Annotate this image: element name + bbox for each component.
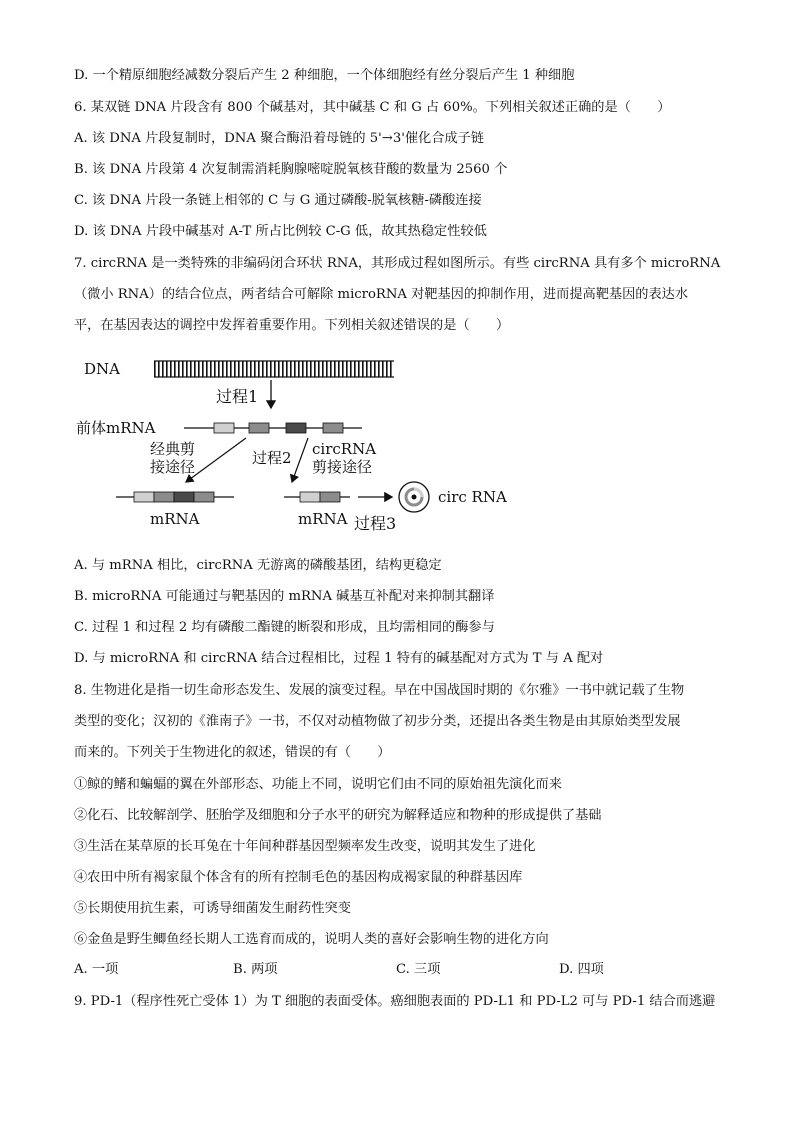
q8-option-a: A. 一项	[74, 962, 119, 977]
circrna-formation-diagram	[74, 350, 514, 535]
diagram-svg	[74, 350, 514, 535]
circ-rna-label: circ RNA	[438, 488, 507, 506]
q7-option-a: A. 与 mRNA 相比，circRNA 无游离的磷酸基团，结构更稳定	[74, 558, 442, 573]
q6-stem: 6. 某双链 DNA 片段含有 800 个碱基对，其中碱基 C 和 G 占 60%。下列相关叙述正确的是（ ）	[74, 100, 671, 115]
q9-stem-line-1: 9. PD-1（程序性死亡受体 1）为 T 细胞的表面受体。癌细胞表面的 PD-L1 和 PD-L2 可与 PD-1 结合而逃避	[74, 994, 716, 1009]
q6-option-d: D. 该 DNA 片段中碱基对 A-T 所占比例较 C-G 低，故其热稳定性较低	[74, 224, 487, 239]
q8-option-c: C. 三项	[396, 962, 441, 977]
q7-option-b: B. microRNA 可能通过与靶基因的 mRNA 碱基互补配对来抑制其翻译	[74, 589, 495, 604]
mrna-right-label: mRNA	[298, 510, 348, 528]
q7-stem-line-2: （微小 RNA）的结合位点，两者结合可解除 microRNA 对靶基因的抑制作用，进而提高靶基因的表达水	[74, 287, 689, 302]
q6-option-c: C. 该 DNA 片段一条链上相邻的 C 与 G 通过磷酸-脱氧核糖-磷酸连接	[74, 193, 482, 208]
pre-mrna-strand	[184, 423, 362, 433]
q8-statement-6: ⑥金鱼是野生鲫鱼经长期人工选育而成的，说明人类的喜好会影响生物的进化方向	[74, 932, 549, 947]
q8-statement-2: ②化石、比较解剖学、胚胎学及细胞和分子水平的研究为解释适应和物种的形成提供了基础	[74, 808, 602, 823]
dna-double-helix	[154, 361, 394, 377]
dna-label: DNA	[84, 360, 120, 378]
q7-stem-line-1: 7. circRNA 是一类特殊的非编码闭合环状 RNA，其形成过程如图所示。有些 circRNA 具有多个 microRNA	[74, 256, 721, 271]
process2-label: 过程2	[252, 449, 292, 467]
q7-stem-line-3: 平，在基因表达的调控中发挥着重要作用。下列相关叙述错误的是（ ）	[74, 318, 510, 333]
classic-splicing-label-2: 接途径	[150, 458, 196, 476]
q8-statement-1: ①鲸的鳍和蝙蝠的翼在外部形态、功能上不同，说明它们由不同的原始祖先演化而来	[74, 777, 562, 792]
circrna-splicing-label-2: 剪接途径	[312, 458, 373, 476]
process1-label: 过程1	[216, 387, 259, 406]
q7-option-c: C. 过程 1 和过程 2 均有磷酸二酯键的断裂和形成，且均需相同的酶参与	[74, 620, 495, 635]
q8-stem-line-3: 而来的。下列关于生物进化的叙述，错误的有（ ）	[74, 745, 391, 760]
circrna-splicing-label-1: circRNA	[312, 440, 377, 458]
q7-option-d: D. 与 microRNA 和 circRNA 结合过程相比，过程 1 特有的碱基配对方式为 T 与 A 配对	[74, 651, 604, 666]
pre-mrna-label: 前体mRNA	[76, 419, 156, 437]
process3-label: 过程3	[354, 514, 397, 533]
q5-option-d: D. 一个精原细胞经减数分裂后产生 2 种细胞，一个体细胞经有丝分裂后产生 1 种细胞	[74, 68, 575, 83]
mrna-left-label: mRNA	[150, 510, 200, 528]
q8-statement-4: ④农田中所有褐家鼠个体含有的所有控制毛色的基因构成褐家鼠的种群基因库	[74, 870, 523, 885]
mature-mrna-strand	[116, 492, 234, 502]
q8-stem-line-2: 类型的变化；汉初的《淮南子》一书，不仅对动植物做了初步分类，还提出各类生物是由其原始类型发展	[74, 714, 681, 729]
q8-option-d: D. 四项	[559, 962, 604, 977]
classic-splicing-label-1: 经典剪	[150, 440, 196, 458]
circ-splicing-arrow	[292, 438, 308, 482]
q8-option-b: B. 两项	[233, 962, 278, 977]
circ-rna-ring	[399, 482, 429, 512]
q6-option-b: B. 该 DNA 片段第 4 次复制需消耗胸腺嘧啶脱氧核苷酸的数量为 2560 个	[74, 162, 508, 177]
q8-statement-3: ③生活在某草原的长耳兔在十年间种群基因型频率发生改变，说明其发生了进化	[74, 839, 536, 854]
q8-stem-line-1: 8. 生物进化是指一切生命形态发生、发展的演变过程。早在中国战国时期的《尔雅》一书中就记载了生物	[74, 683, 685, 698]
q6-option-a: A. 该 DNA 片段复制时，DNA 聚合酶沿着母链的 5'→3'催化合成子链	[74, 131, 484, 146]
q8-statement-5: ⑤长期使用抗生素，可诱导细菌发生耐药性突变	[74, 901, 351, 916]
spliced-mrna-strand	[284, 492, 350, 502]
